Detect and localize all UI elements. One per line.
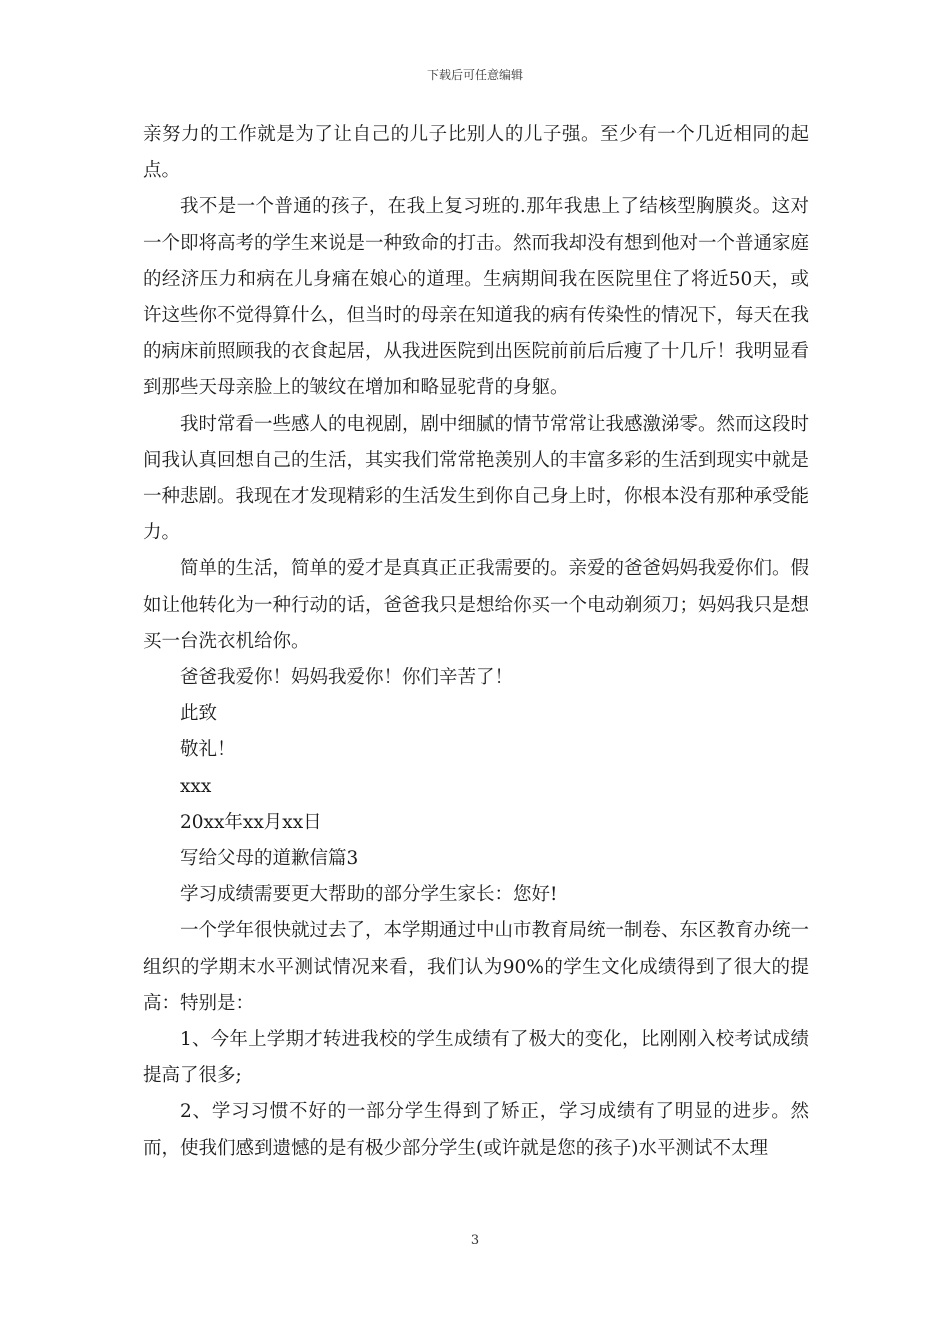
- signature-date: 20xx年xx月xx日: [180, 811, 322, 833]
- page-header: 下载后可任意编辑: [426, 68, 523, 82]
- section-title: 写给父母的道歉信篇3: [180, 848, 359, 870]
- paragraph: 爸爸我爱你！妈妈我爱你！你们辛苦了！: [180, 667, 514, 689]
- paragraph: 一个学年很快就过去了，本学期通过中山市教育局统一制卷、东区教育办统一组织的学期末水平测试情况来看，我们认为90%的学生文化成绩得到了很大的提高：特别是：: [143, 920, 810, 1014]
- list-item: 1、今年上学期才转进我校的学生成绩有了极大的变化，比刚刚入校考试成绩提高了很多;: [143, 1029, 809, 1087]
- letter-greeting: 学习成绩需要更大帮助的部分学生家长：您好!: [180, 884, 558, 906]
- paragraph: 简单的生活，简单的爱才是真真正正我需要的。亲爱的爸爸妈妈我爱你们。假如让他转化为一种行动的话，爸爸我只是想给你买一个电动剃须刀；妈妈我只是想买一台洗衣机给你。: [143, 558, 810, 652]
- page-number: 3: [470, 1233, 480, 1248]
- paragraph: 亲努力的工作就是为了让自己的儿子比别人的儿子强。至少有一个几近相同的起点。: [143, 124, 809, 182]
- signature-name: xxx: [180, 775, 212, 797]
- salutation-line: 敬礼！: [180, 739, 236, 761]
- list-item: 2、学习习惯不好的一部分学生得到了矫正，学习成绩有了明显的进步。然而，使我们感到遗憾的是有极少部分学生(或许就是您的孩子)水平测试不太理: [143, 1101, 809, 1159]
- paragraph: 我时常看一些感人的电视剧，剧中细腻的情节常常让我感激涕零。然而这段时间我认真回想自己的生活，其实我们常常艳羡别人的丰富多彩的生活到现实中就是一种悲剧。我现在才发现精彩的生活发生到你自己身上时，你根本没有那种承受能力。: [143, 413, 810, 544]
- paragraph: 我不是一个普通的孩子，在我上复习班的.那年我患上了结核型胸膜炎。这对一个即将高考的学生来说是一种致命的打击。然而我却没有想到他对一个普通家庭的经济压力和病在儿身痛在娘心的道理。生病期间我在医院里住了将近50天，或许这些你不觉得算什么，但当时的母亲在知道我的病有传染性的情况下，每天在我的病床前照顾我的衣食起居，从我进医院到出医院前前后后瘦了十几斤！我明显看到那些天母亲脸上的皱纹在增加和略显驼背的身躯。: [143, 196, 810, 399]
- closing-line: 此致: [180, 703, 218, 725]
- document-body: [143, 117, 809, 1167]
